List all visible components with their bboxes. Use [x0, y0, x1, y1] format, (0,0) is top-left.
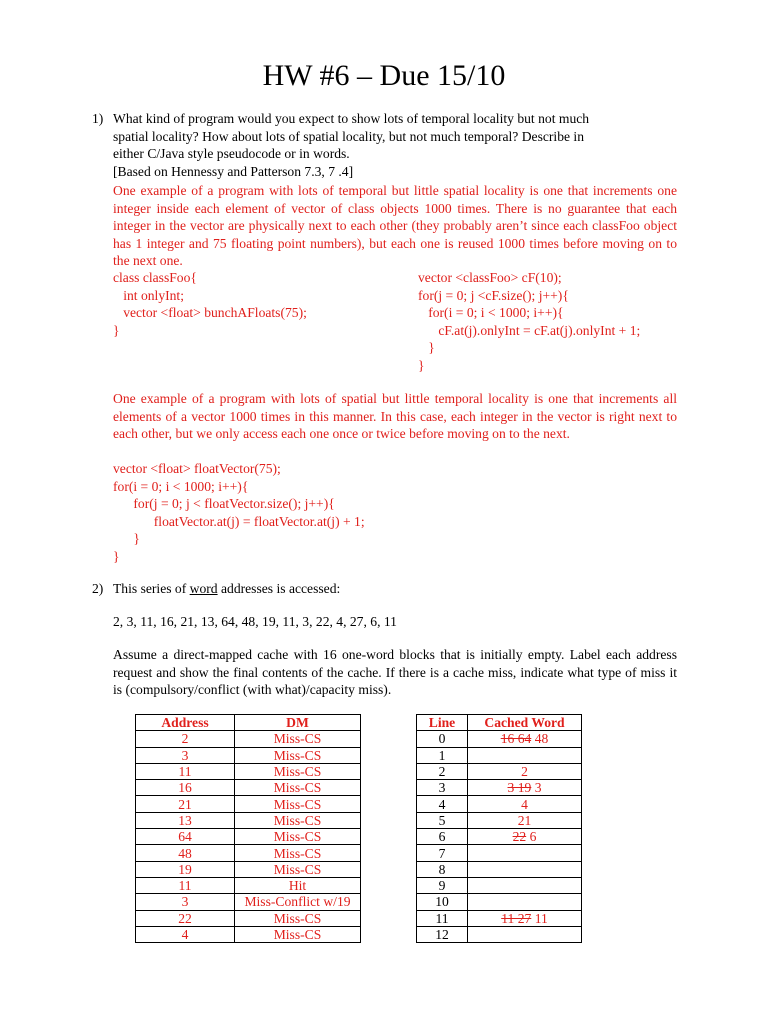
address-cell: 3 — [136, 747, 235, 763]
code-temporal-loop — [418, 269, 640, 374]
table-row — [136, 845, 361, 861]
current-word: 3 — [534, 780, 542, 796]
table-row — [136, 747, 361, 763]
current-word: 11 — [534, 910, 548, 926]
table-row — [136, 780, 361, 796]
dm-cell: Miss-CS — [235, 910, 361, 926]
table-row — [417, 747, 582, 763]
dm-cell: Hit — [235, 877, 361, 893]
header-address: Address — [136, 715, 235, 731]
line-cell: 0 — [417, 731, 468, 747]
address-cell: 22 — [136, 910, 235, 926]
table-row — [136, 763, 361, 779]
cached-word-cell — [468, 845, 582, 861]
line-cell: 8 — [417, 861, 468, 877]
address-table — [135, 714, 361, 943]
code-line: int onlyInt; — [113, 287, 184, 303]
cached-word-cell — [468, 747, 582, 763]
table-row — [417, 731, 582, 747]
intro-text: This series of — [113, 581, 190, 596]
question-1-line: [Based on Hennessy and Patterson 7.3, 7 .4] — [113, 163, 354, 179]
question-2-number: 2) — [92, 581, 104, 596]
code-line: } — [113, 548, 120, 564]
line-cell: 12 — [417, 926, 468, 942]
question-1-number: 1) — [92, 111, 104, 126]
header-cached-word: Cached Word — [468, 715, 582, 731]
page-title: HW #6 – Due 15/10 — [262, 59, 506, 92]
table-row — [417, 861, 582, 877]
code-spatial-loop — [113, 460, 365, 565]
cached-word-cell — [468, 763, 582, 779]
answer-1-spatial: One example of a program with lots of spatial but little temporal locality is one that increments all elements of a vector 1000 times in this manner. In this case, each integer in the vector is right next to each other, but we only access each one once or twice before moving on to the next. — [113, 391, 677, 441]
address-cell: 21 — [136, 796, 235, 812]
header-line: Line — [417, 715, 468, 731]
line-cell: 2 — [417, 763, 468, 779]
dm-cell: Miss-CS — [235, 829, 361, 845]
dm-cell: Miss-CS — [235, 812, 361, 828]
header-dm: DM — [235, 715, 361, 731]
cached-word-cell — [468, 829, 582, 845]
current-word: 48 — [534, 731, 549, 747]
line-cell: 7 — [417, 845, 468, 861]
question-2-instructions: Assume a direct-mapped cache with 16 one-word blocks that is initially empty. Label each address request and show the final contents of the cache. If there is a cache miss, indicate what type of miss it is (compulsory/conflict (with what)/capacity miss). — [113, 647, 677, 697]
question-1-line: What kind of program would you expect to show lots of temporal locality but not much — [113, 111, 590, 126]
address-cell: 19 — [136, 861, 235, 877]
code-line: for(i = 0; i < 1000; i++){ — [113, 478, 249, 494]
dm-cell: Miss-CS — [235, 845, 361, 861]
evicted-words: 22 — [512, 829, 527, 845]
code-class-foo — [113, 269, 307, 339]
code-line: floatVector.at(j) = floatVector.at(j) + 1; — [113, 513, 365, 529]
table-row — [417, 796, 582, 812]
code-line: for(j = 0; j < floatVector.size(); j++){ — [113, 496, 335, 511]
line-cell: 11 — [417, 910, 468, 926]
address-table-body — [136, 731, 361, 943]
cached-word-cell — [468, 812, 582, 828]
table-row — [417, 877, 582, 893]
table-row — [417, 780, 582, 796]
code-line: for(j = 0; j <cF.size(); j++){ — [418, 287, 569, 303]
address-cell: 16 — [136, 780, 235, 796]
address-cell: 11 — [136, 877, 235, 893]
dm-cell: Miss-CS — [235, 747, 361, 763]
table-row — [136, 796, 361, 812]
table-row — [136, 877, 361, 893]
line-cell: 10 — [417, 894, 468, 910]
table-row — [136, 829, 361, 845]
code-line: cF.at(j).onlyInt = cF.at(j).onlyInt + 1; — [418, 322, 641, 338]
line-cell: 3 — [417, 780, 468, 796]
line-cell: 1 — [417, 747, 468, 763]
current-word: 2 — [521, 764, 528, 780]
question-1-text — [113, 110, 677, 180]
dm-cell: Miss-CS — [235, 731, 361, 747]
line-cell: 4 — [417, 796, 468, 812]
code-line: for(i = 0; i < 1000; i++){ — [418, 305, 564, 320]
code-line: } — [418, 357, 425, 373]
cached-word-cell — [468, 796, 582, 812]
cache-table-body — [417, 731, 582, 943]
cached-word-cell — [468, 877, 582, 893]
answer-1-temporal: One example of a program with lots of temporal but little spatial locality is one that increments one integer inside each element of vector of class objects 1000 times. There is no guarantee that each integer in the vector are physically next to each other (they probably aren’t since each classFoo object has 1 integer and 75 floating point numbers), but each one is reused 1000 times before moving on to the next one. — [113, 183, 677, 268]
address-cell: 64 — [136, 829, 235, 845]
cached-word-cell — [468, 894, 582, 910]
line-cell: 9 — [417, 877, 468, 893]
current-word: 4 — [521, 796, 528, 812]
table-row — [417, 812, 582, 828]
table-row — [417, 845, 582, 861]
code-line: vector <classFoo> cF(10); — [418, 270, 562, 285]
question-1-line: spatial locality? How about lots of spatial locality, but not much temporal? Describe in — [113, 128, 585, 144]
table-row — [136, 894, 361, 910]
dm-cell: Miss-CS — [235, 780, 361, 796]
table-row — [136, 861, 361, 877]
table-row — [417, 894, 582, 910]
address-cell: 3 — [136, 894, 235, 910]
dm-cell: Miss-CS — [235, 763, 361, 779]
intro-text: addresses is accessed: — [217, 581, 341, 596]
cached-word-cell — [468, 910, 582, 926]
table-row — [417, 926, 582, 942]
address-cell: 48 — [136, 845, 235, 861]
address-sequence: 2, 3, 11, 16, 21, 13, 64, 48, 19, 11, 3, 22, 4, 27, 6, 11 — [113, 614, 397, 629]
line-cell: 6 — [417, 829, 468, 845]
dm-cell: Miss-CS — [235, 861, 361, 877]
line-cell: 5 — [417, 812, 468, 828]
address-cell: 4 — [136, 926, 235, 942]
dm-cell: Miss-Conflict w/19 — [235, 894, 361, 910]
table-row — [417, 763, 582, 779]
cached-word-cell — [468, 780, 582, 796]
current-word: 21 — [517, 812, 532, 828]
table-row — [417, 910, 582, 926]
cached-word-cell — [468, 926, 582, 942]
evicted-words: 3 19 — [507, 780, 532, 796]
code-line: vector <float> floatVector(75); — [113, 461, 281, 476]
address-cell: 13 — [136, 812, 235, 828]
cached-word-cell — [468, 861, 582, 877]
code-line: class classFoo{ — [113, 270, 197, 285]
dm-cell: Miss-CS — [235, 796, 361, 812]
table-row — [136, 926, 361, 942]
intro-underlined-word: word — [189, 581, 218, 596]
evicted-words: 16 64 — [500, 731, 532, 747]
cached-word-cell — [468, 731, 582, 747]
code-line: } — [113, 531, 140, 546]
table-row — [136, 910, 361, 926]
code-line: vector <float> bunchAFloats(75); — [113, 305, 307, 320]
table-row — [417, 829, 582, 845]
table-row — [136, 731, 361, 747]
question-2-intro — [113, 580, 677, 598]
address-cell: 11 — [136, 763, 235, 779]
dm-cell: Miss-CS — [235, 926, 361, 942]
evicted-words: 11 27 — [501, 910, 532, 926]
address-cell: 2 — [136, 731, 235, 747]
code-line: } — [418, 340, 435, 355]
current-word: 6 — [529, 829, 537, 845]
code-line: } — [113, 322, 120, 338]
question-1-line: either C/Java style pseudocode or in words. — [113, 146, 350, 161]
table-row — [136, 812, 361, 828]
cache-table — [416, 714, 582, 943]
